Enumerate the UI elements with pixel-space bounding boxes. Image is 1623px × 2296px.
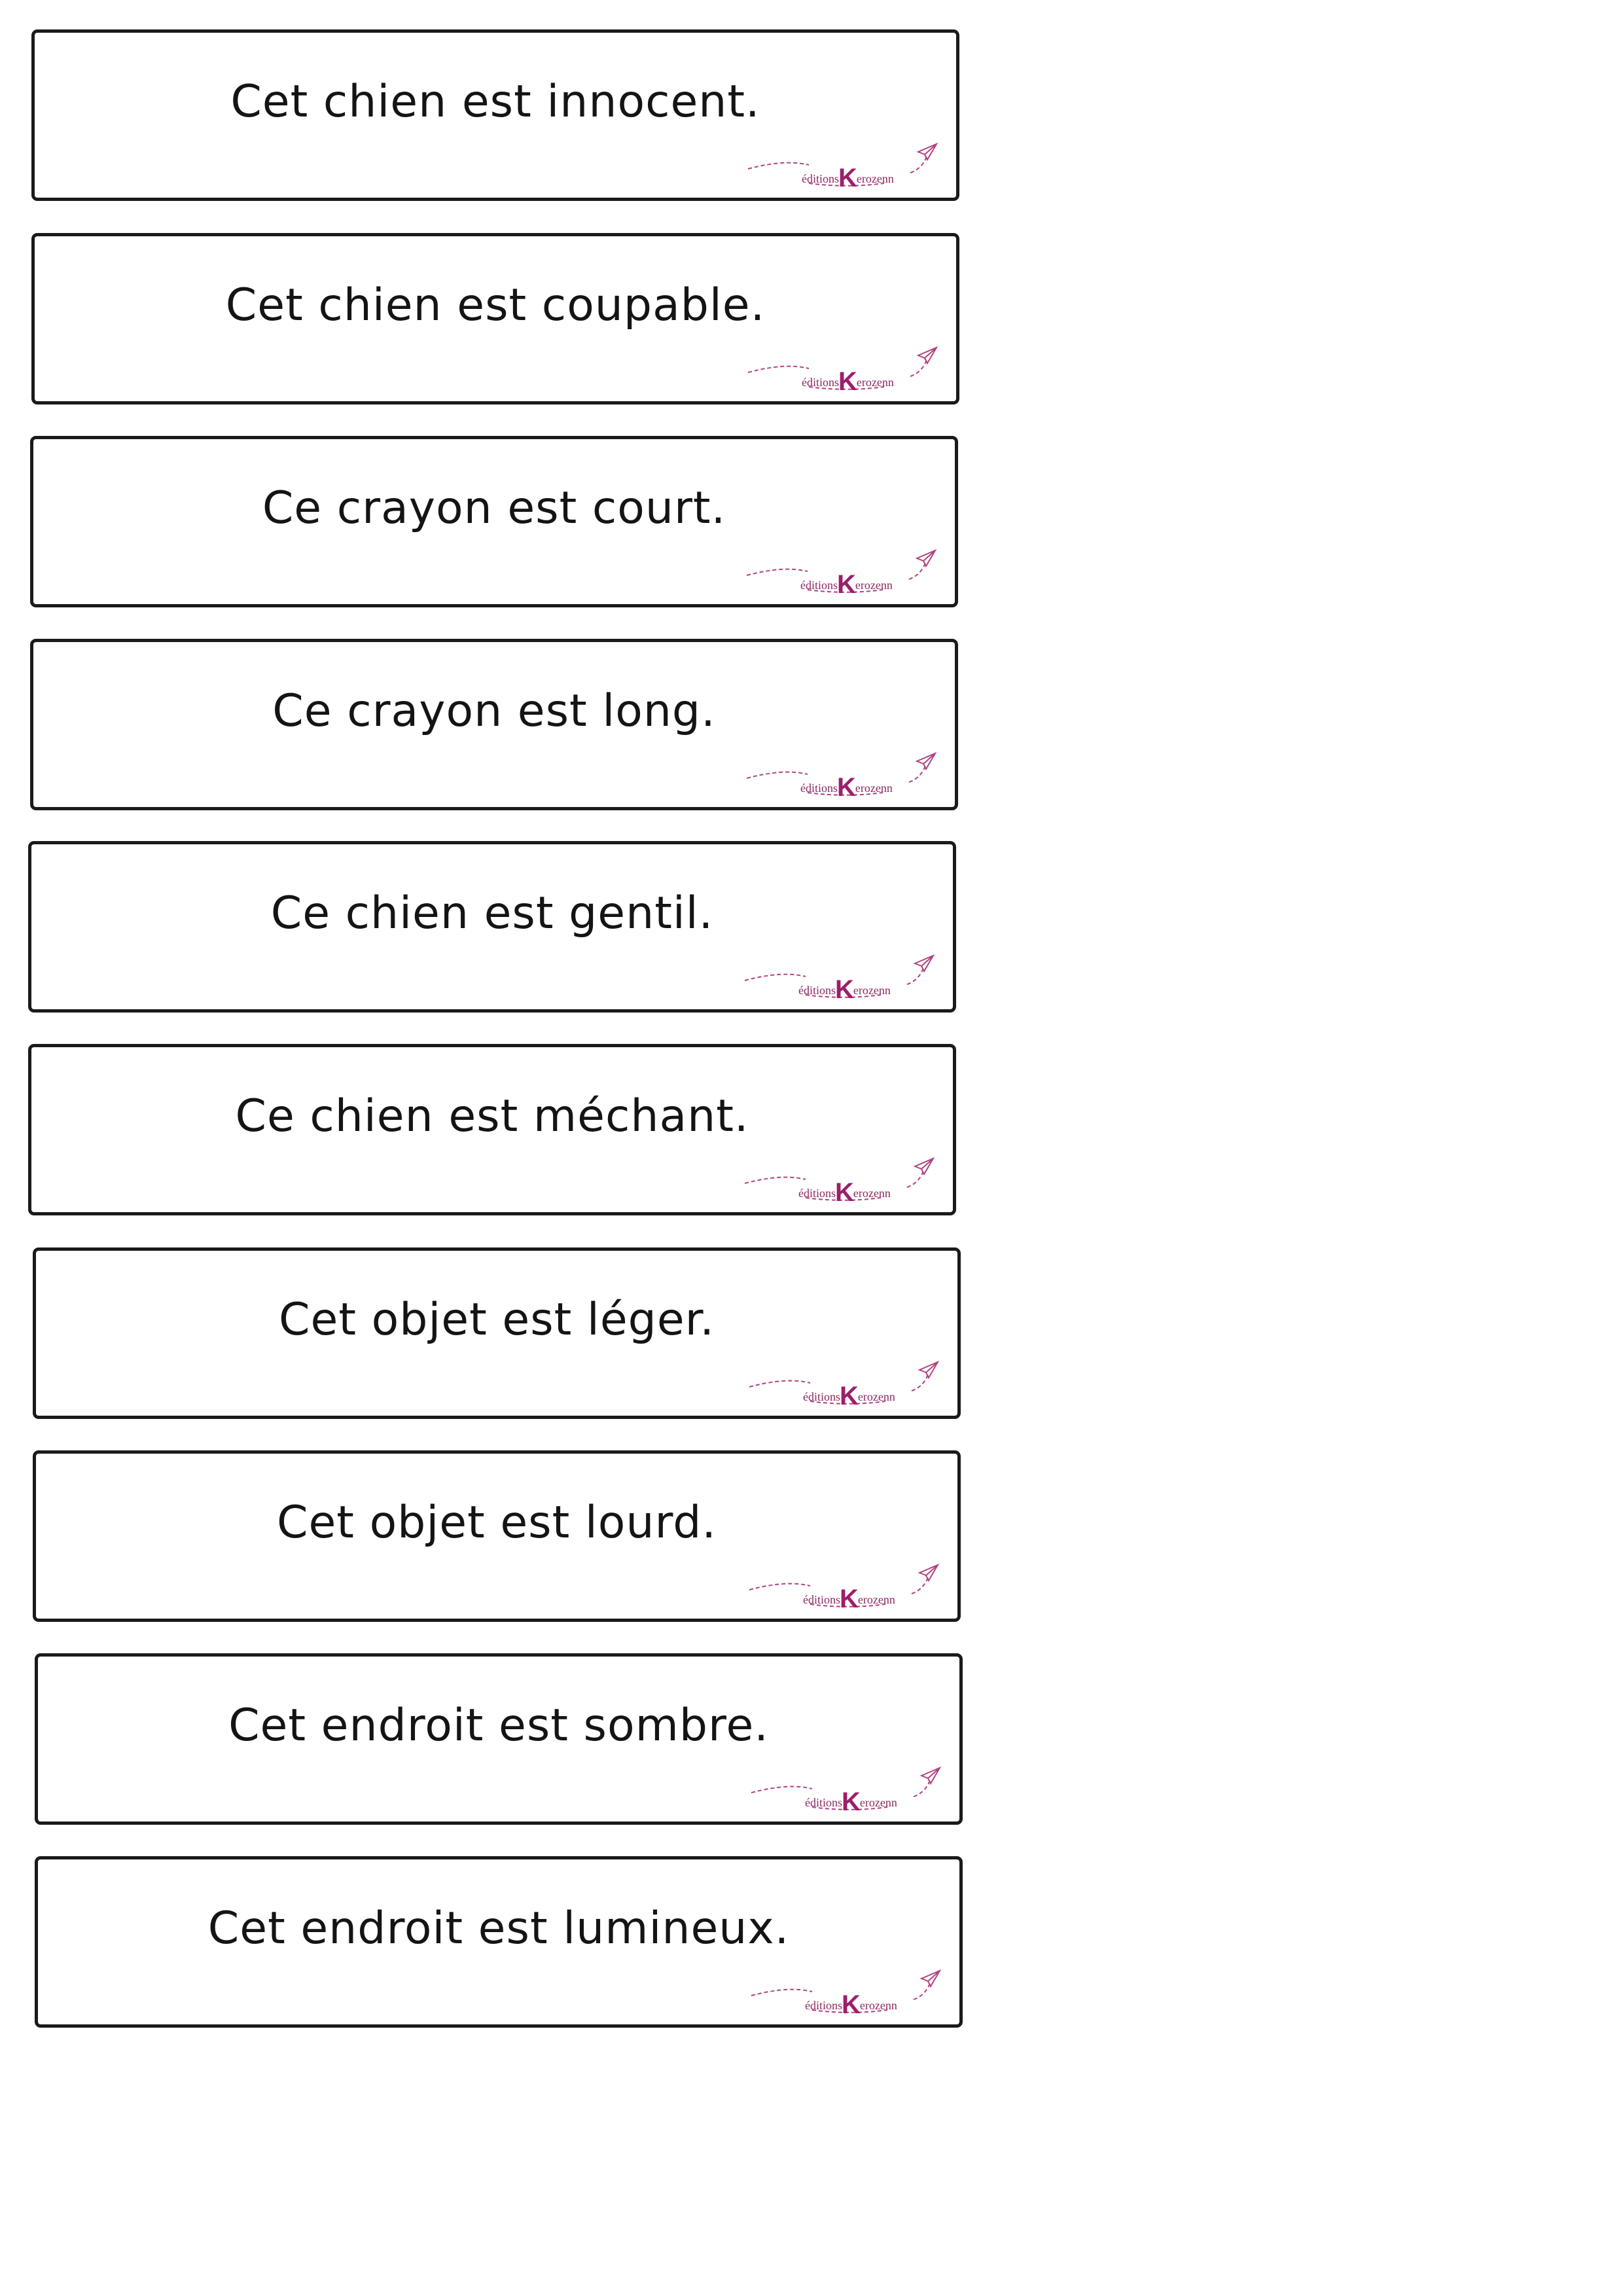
sentence-text: Cet objet est léger.	[279, 1294, 715, 1346]
publisher-logo: éditionsKerozenn	[745, 547, 935, 595]
publisher-logo: éditionsKerozenn	[748, 1561, 938, 1609]
publisher-logo: éditionsKerozenn	[750, 1764, 940, 1812]
sentence-card	[33, 1247, 961, 1419]
publisher-logo: éditionsKerozenn	[747, 344, 936, 392]
sentence-card	[28, 841, 956, 1013]
sentence-card	[30, 639, 958, 810]
publisher-logo: éditionsKerozenn	[750, 1967, 940, 2015]
publisher-logo: éditionsKerozenn	[745, 749, 935, 798]
sentence-text: Cet endroit est sombre.	[228, 1700, 769, 1751]
sentence-text: Cet objet est lourd.	[276, 1497, 717, 1549]
sentence-card	[33, 1450, 961, 1622]
publisher-logo: éditionsKerozenn	[748, 1358, 938, 1407]
sentence-text: Cet chien est innocent.	[230, 76, 760, 128]
publisher-logo: éditionsKerozenn	[743, 1155, 933, 1203]
sentence-text: Ce crayon est court.	[262, 482, 726, 534]
sentence-card	[31, 233, 959, 404]
publisher-logo: éditionsKerozenn	[747, 140, 936, 188]
sentence-card	[35, 1653, 963, 1825]
publisher-logo: éditionsKerozenn	[743, 952, 933, 1000]
sentence-text: Ce crayon est long.	[272, 685, 716, 737]
sentence-text: Cet chien est coupable.	[225, 279, 766, 331]
sentence-text: Ce chien est méchant.	[235, 1090, 749, 1142]
sentence-card	[28, 1044, 956, 1215]
sentence-card	[31, 29, 959, 201]
sentence-card	[35, 1856, 963, 2028]
sentence-text: Ce chien est gentil.	[270, 888, 714, 939]
sentence-card	[30, 436, 958, 607]
sentence-text: Cet endroit est lumineux.	[207, 1903, 790, 1954]
